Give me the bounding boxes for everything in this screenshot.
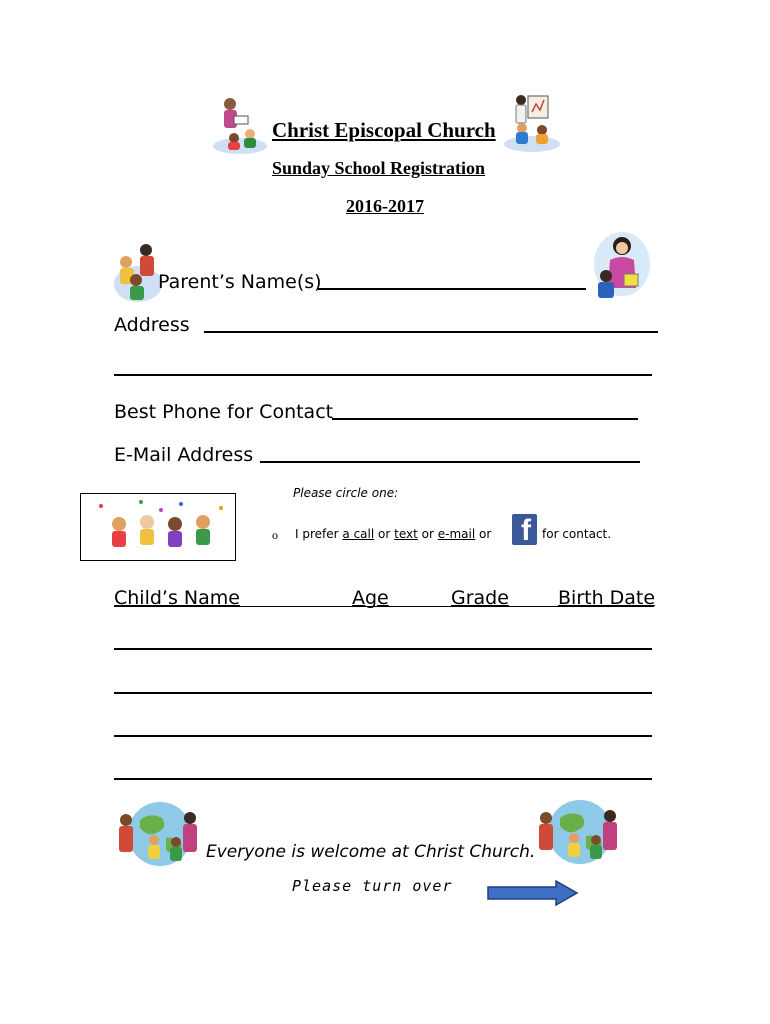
separator-or-2: or <box>421 527 434 541</box>
right-arrow-icon <box>486 879 580 907</box>
email-line[interactable] <box>260 461 640 463</box>
teacher-reading-clipart <box>210 94 270 156</box>
contact-preference-row <box>295 527 491 541</box>
column-childs-name: Child’s Name <box>114 587 240 609</box>
column-grade: Grade <box>451 587 509 609</box>
globe-people-clipart-left <box>110 798 210 872</box>
school-year: 2016-2017 <box>346 196 424 216</box>
option-call[interactable]: a call <box>342 527 375 541</box>
child-row-line-4[interactable] <box>114 778 652 780</box>
column-birth-date: Birth Date <box>558 587 656 609</box>
contact-prefix: I prefer <box>295 527 339 541</box>
circle-instruction: Please circle one: <box>293 486 399 500</box>
address-line-2[interactable] <box>114 374 652 376</box>
header-underline <box>114 606 654 607</box>
column-age: Age <box>352 587 389 609</box>
option-email[interactable]: e-mail <box>437 527 476 541</box>
facebook-icon[interactable] <box>512 514 537 545</box>
parents-name-label: Parent’s Name(s) <box>158 271 322 293</box>
separator-or-3: or <box>479 527 492 541</box>
woman-with-child-clipart <box>588 230 652 302</box>
church-name: Christ Episcopal Church <box>272 118 496 142</box>
globe-people-clipart-right <box>530 796 630 870</box>
option-text[interactable]: text <box>394 527 418 541</box>
family-clipart <box>112 240 164 304</box>
phone-line[interactable] <box>332 418 638 420</box>
facebook-letter: f <box>521 514 531 545</box>
separator-or-1: or <box>378 527 391 541</box>
phone-label: Best Phone for Contact <box>114 401 334 423</box>
child-row-line-1[interactable] <box>114 648 652 650</box>
celebrating-children-clipart <box>81 494 235 560</box>
teacher-board-clipart <box>500 92 562 154</box>
welcome-message: Everyone is welcome at Christ Church. <box>206 842 536 862</box>
child-row-line-2[interactable] <box>114 692 652 694</box>
please-turn-over: Please turn over <box>292 877 453 895</box>
arrow-shape <box>488 881 577 905</box>
address-label: Address <box>114 314 190 336</box>
email-label: E-Mail Address <box>114 444 254 466</box>
parents-name-line[interactable] <box>318 288 586 290</box>
contact-bullet: o <box>272 528 278 542</box>
child-row-line-3[interactable] <box>114 735 652 737</box>
contact-suffix: for contact. <box>542 527 612 541</box>
address-line-1[interactable] <box>204 331 658 333</box>
party-clipart-box <box>80 493 236 561</box>
form-title: Sunday School Registration <box>272 158 486 178</box>
